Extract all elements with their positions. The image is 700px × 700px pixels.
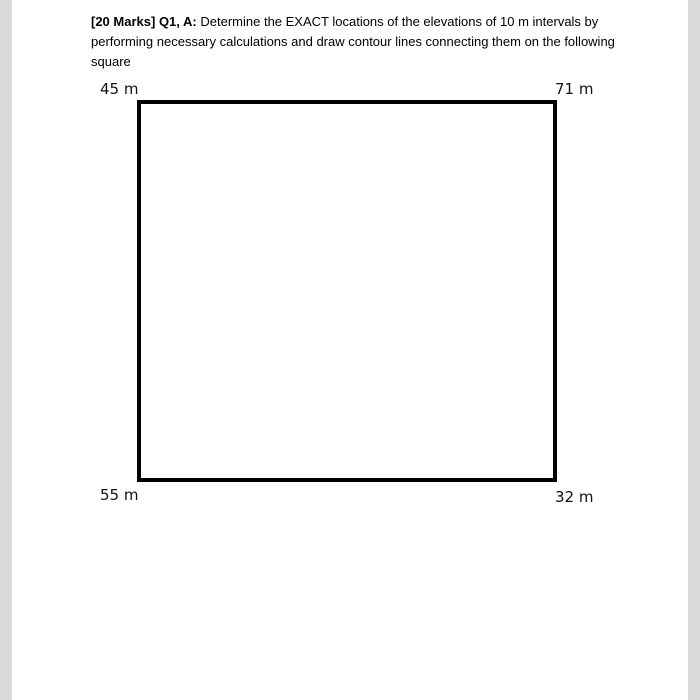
question-text bbox=[91, 12, 631, 72]
elevation-bottom-right: 32 m bbox=[555, 488, 594, 506]
question-label: Q1, A: bbox=[158, 14, 197, 29]
elevation-top-right: 71 m bbox=[555, 80, 594, 98]
elevation-bottom-left: 55 m bbox=[100, 486, 139, 504]
contour-square bbox=[137, 100, 557, 482]
question-body: Determine the EXACT locations of the elevations of 10 m intervals by performing necessary calculations and draw contour lines connecting them on the following square bbox=[91, 14, 615, 69]
question-marks: [20 Marks] bbox=[91, 14, 156, 29]
document-page bbox=[12, 0, 688, 700]
elevation-top-left: 45 m bbox=[100, 80, 139, 98]
